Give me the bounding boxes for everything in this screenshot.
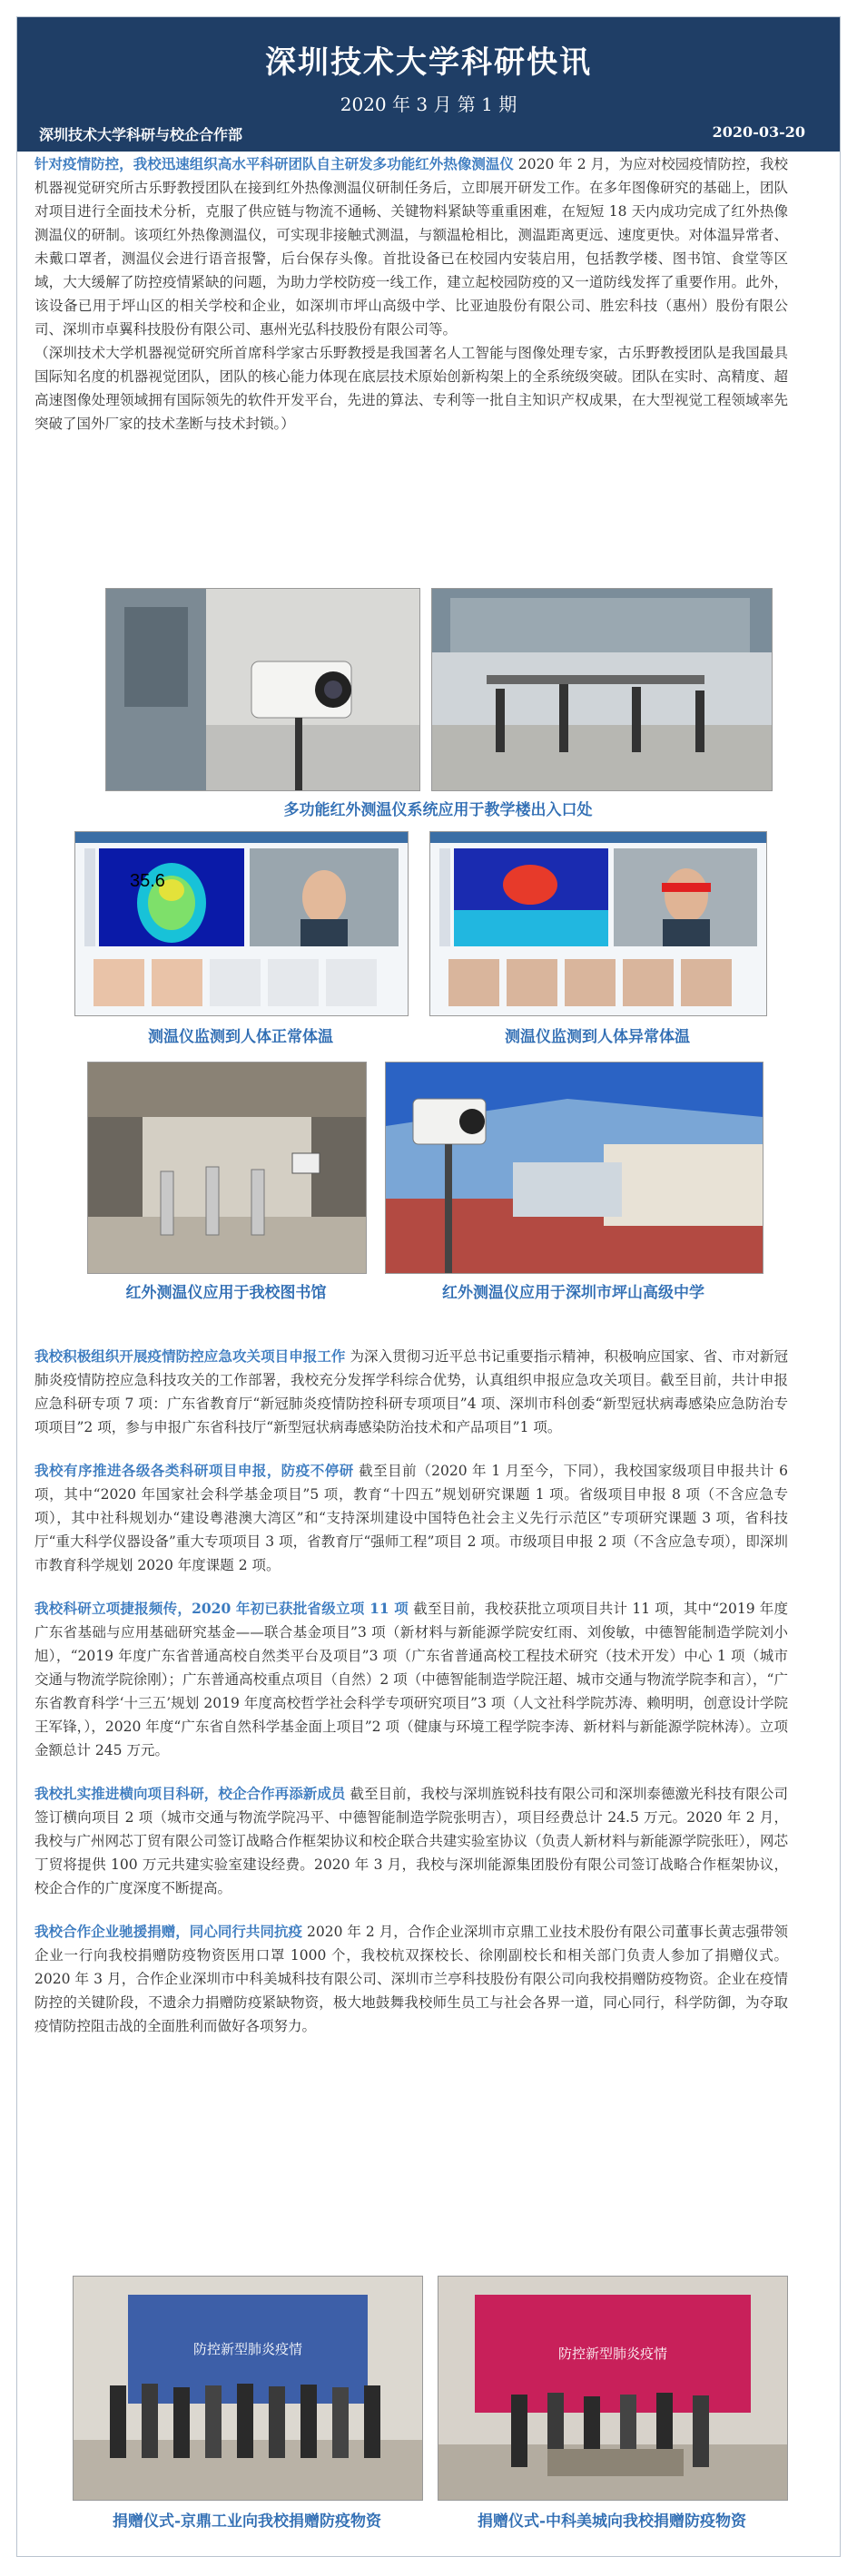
- section-heading: 我校科研立项捷报频传，2020 年初已获批省级立项 11 项: [34, 1600, 409, 1617]
- photo-library: [87, 1062, 367, 1274]
- banner-text: 防控新型肺炎疫情: [192, 2341, 303, 2357]
- publisher-department: 深圳技术大学科研与校企合作部: [39, 126, 243, 143]
- issue-number: 2020 年 3 月 第 1 期: [340, 93, 517, 115]
- photo-entrance-camera: [105, 588, 420, 791]
- section-approved-projects: [34, 1597, 788, 1762]
- caption-library: 红外测温仪应用于我校图书馆: [125, 1284, 327, 1302]
- photo-donation-jingding: [73, 2276, 423, 2501]
- temperature-reading: 35.6: [130, 871, 165, 891]
- photo-high-school: [385, 1062, 763, 1274]
- screen-abnormal-temperature: [429, 831, 767, 1016]
- caption-normal: 测温仪监测到人体正常体温: [148, 1028, 333, 1046]
- section-thermometer: [34, 152, 788, 436]
- section-industry-cooperation: [34, 1782, 788, 1900]
- section-heading: 我校积极组织开展疫情防控应急攻关项目申报工作: [34, 1347, 346, 1365]
- photo-entrance-gates: [431, 588, 773, 791]
- section-body: 2020 年 2 月，为应对校园疫情防控，我校机器视觉研究所古乐野教授团队在接到红外热像测温仪研制任务后，立即展开研发工作。在多年图像研究的基础上，团队对项目进行全面技术分析，克服了供应链与物流不通畅、关键物料紧缺等重重困难，在短短 18 天内成功完成了红外热像测温仪的研制。该项红外热像测温仪，可实现非接触式测温，与额温枪相比，测温距离更远、速度更快。对体温异常者、未戴口罩者，测温仪会进行语音报警，后台保存头像。首批设备已在校园内安装启用，包括教学楼、图书馆、食堂等区域，大大缓解了防控疫情紧缺的问题，为助力学校防疫一线工作，建立起校园防疫的又一道防线发挥了重要作用。此外，该设备已用于坪山区的相关学校和企业，如深圳市坪山高级中学、比亚迪股份有限公司、胜宏科技（惠州）股份有限公司、深圳市卓翼科技股份有限公司、惠州光弘科技股份有限公司等。: [34, 156, 788, 338]
- publish-date: 2020-03-20: [712, 123, 805, 141]
- screen-normal-temperature: [74, 831, 409, 1016]
- section-heading: 我校有序推进各级各类科研项目申报，防疫不停研: [34, 1462, 354, 1479]
- banner-text: 防控新型肺炎疫情: [557, 2346, 668, 2362]
- article-content: [34, 152, 788, 448]
- section-heading: 我校合作企业驰援捐赠，同心同行共同抗疫: [34, 1923, 303, 1940]
- section-body: 2020 年 2 月，合作企业深圳市京鼎工业技术股份有限公司董事长黄志强带领企业一行向我校捐赠防疫物资医用口罩 1000 个，我校杭双探校长、徐刚副校长和相关部门负责人参加了捐赠仪式。2020 年 3 月，合作企业深圳市中科美城科技有限公司、深圳市兰亭科技股份有限公司向我校捐赠防疫物资。企业在疫情防控的关键阶段，不遗余力捐赠防疫紧缺物资，极大地鼓舞我校师生员工与社会各界一道，同心同行，科学防御，为夺取疫情防控阻击战的全面胜利而做好各项努力。: [34, 1924, 788, 2034]
- section-note: （深圳技术大学机器视觉研究所首席科学家古乐野教授是我国著名人工智能与图像处理专家，古乐野教授团队是我国最具国际知名度的机器视觉团队，团队的核心能力体现在底层技术原始创新构架上的全系统级突破。团队在实时、高精度、超高速图像处理领域拥有国际领先的软件开发平台，先进的算法、专利等一批自主知识产权成果，在大型视觉工程领域率先突破了国外厂家的技术垄断与技术封锁。）: [34, 345, 788, 432]
- caption-abnormal: 测温仪监测到人体异常体温: [505, 1028, 690, 1046]
- caption-entrance: 多功能红外测温仪系统应用于教学楼出入口处: [283, 801, 593, 819]
- section-emergency-projects: [34, 1345, 788, 1439]
- section-heading: 我校扎实推进横向项目科研，校企合作再添新成员: [34, 1785, 346, 1802]
- section-body: 截至目前，我校获批立项项目共计 11 项，其中“2019 年度广东省基础与应用基础研究基金——联合基金项目”3 项（新材料与新能源学院安红雨、刘俊敏，中德智能制造学院刘小旭），“2019 年度广东省普通高校自然类平台及项目”3 项（广东省普通高校工程技术研究（技术开发）中心 1 项（城市交通与物流学院徐刚）；广东普通高校重点项目（自然）2 项（中德智能制造学院汪超、城市交通与物流学院李和言），“广东省教育科学‘十三五’规划 2019 年度高校哲学社会科学专项研究项目”3 项（人文社科学院苏涛、赖明明，创意设计学院王军锋，），2020 年度“广东省自然科学基金面上项目”2 项（健康与环境工程学院李涛、新材料与新能源学院林涛）。立项金额总计 245 万元。: [34, 1601, 788, 1758]
- section-donations: [34, 1920, 788, 2038]
- caption-donation-zhongke: 捐赠仪式-中科美城向我校捐赠防疫物资: [477, 2512, 747, 2531]
- newsletter-header: [17, 17, 840, 152]
- caption-high-school: 红外测温仪应用于深圳市坪山高级中学: [442, 1284, 704, 1302]
- photo-donation-zhongke: [438, 2276, 788, 2501]
- section-body: 为深入贯彻习近平总书记重要指示精神，积极响应国家、省、市对新冠肺炎疫情防控应急科技攻关的工作部署，我校充分发挥学科综合优势，认真组织申报应急攻关项目。截至目前，共计申报应急科研专项 7 项：广东省教育厅“新冠肺炎疫情防控科研专项项目”4 项、深圳市科创委“新型冠状病毒感染应急防治专项项目”2 项，参与申报广东省科技厅“新型冠状病毒感染防治技术和产品项目”1 项。: [34, 1348, 788, 1435]
- caption-donation-jingding: 捐赠仪式-京鼎工业向我校捐赠防疫物资: [112, 2512, 382, 2531]
- article-content-continued: [34, 1345, 788, 2051]
- section-body: 截至目前（2020 年 1 月至今，下同），我校国家级项目申报共计 6 项，其中“2020 年国家社会科学基金项目”5 项，教育“十四五”规划研究课题 1 项。省级项目申报 8 项（不含应急专项），其中社科规划办“建设粤港澳大湾区”和“支持深圳建设中国特色社会主义先行示范区”专项研究课题 3 项，省科技厅“重大科学仪器设备”重大专项项目 3 项，省教育厅“强师工程”项目 2 项。市级项目申报 2 项（不含应急专项），即深圳市教育科学规划 2020 年度课题 2 项。: [34, 1463, 788, 1573]
- section-project-applications: [34, 1459, 788, 1577]
- section-heading: 针对疫情防控，我校迅速组织高水平科研团队自主研发多功能红外热像测温仪: [34, 155, 514, 172]
- newsletter-title: 深圳技术大学科研快讯: [265, 44, 592, 81]
- section-body: 截至目前，我校与深圳旌锐科技有限公司和深圳泰德激光科技有限公司签订横向项目 2 项（城市交通与物流学院冯平、中德智能制造学院张明吉），项目经费总计 24.5 万元。2020 年 2 月，我校与广州网芯丁贸有限公司签订战略合作框架协议和校企联合共建实验室协议（负责人新材料与新能源学院张旺），网芯丁贸将提供 100 万元共建实验室建设经费。2020 年 3 月，我校与深圳能源集团股份有限公司签订战略合作框架协议，校企合作的广度深度不断提高。: [34, 1786, 788, 1896]
